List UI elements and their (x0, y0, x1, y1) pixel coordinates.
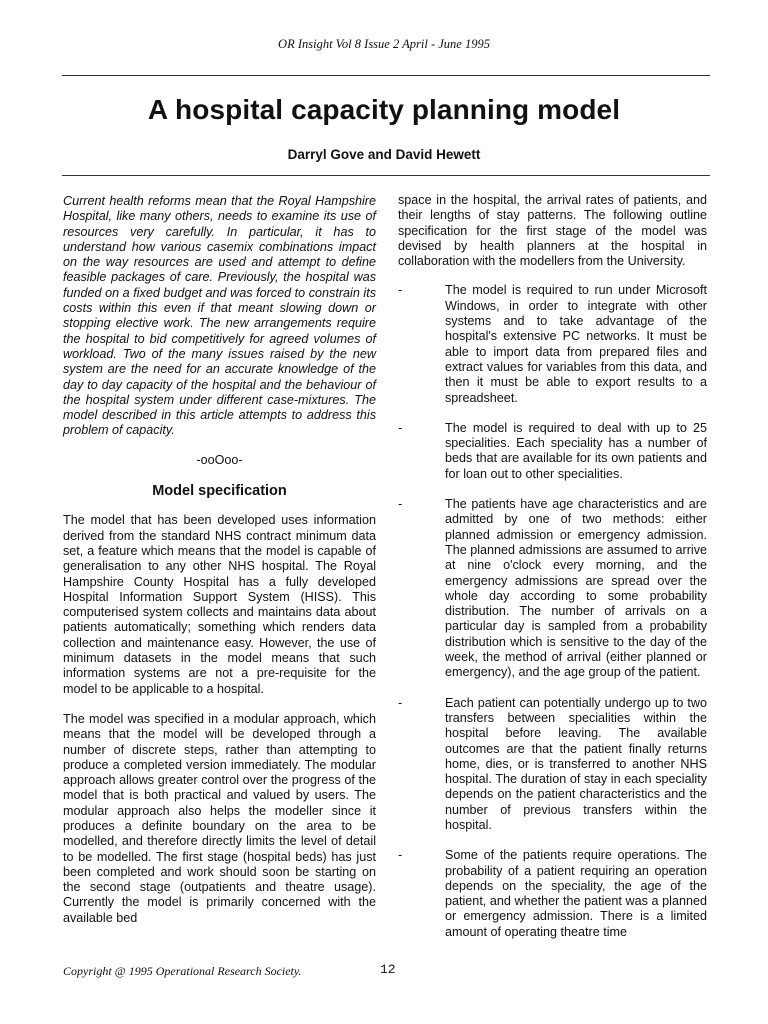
copyright-notice: Copyright @ 1995 Operational Research Society. (63, 964, 302, 978)
abstract: Current health reforms mean that the Royal Hampshire Hospital, like many others, needs to examine its use of resources very carefully. In particular, it has to understand how various casemix combinations impact on the way resources are used and attempt to define feasible packages of care. Previously, the hospital was funded on a fixed budget and was forced to constrain its costs within this even if that meant slowing down or stopping elective work. The new arrangements require the hospital to bid competitively for agreed volumes of workload. Two of the many issues raised by the new system are the need for an accurate knowledge of the day to day capacity of the hospital and the behaviour of the hospital system under different case-mixtures. The model described in this article attempts to address this problem of capacity. (63, 194, 376, 438)
bottom-rule (62, 175, 710, 176)
bullet-marker: - (398, 420, 403, 435)
journal-header: OR Insight Vol 8 Issue 2 April - June 1995 (278, 37, 490, 51)
authors: Darryl Gove and David Hewett (287, 147, 481, 162)
bullet-marker: - (398, 497, 403, 512)
bullet-marker: - (398, 695, 403, 710)
list-item-text: The patients have age characteristics and are admitted by one of two methods: either planned admission or emergency admission. The planned admissions are assumed to arrive at nine o'clock every morning, and the emergency admissions are spread over the whole day according to some probability distribution. The number of arrivals on a particular day is sampled from a probability distribution which is sensitive to the day of the week, the method of arrival (either planned or emergency), and the age group of the patient. (445, 497, 707, 680)
left-column (63, 194, 376, 926)
body-paragraph-1: The model that has been developed uses information derived from the standard NHS contract minimum data set, a feature which means that the model is capable of generalisation to any other NHS hospital. The Royal Hampshire County Hospital has a fully developed Hospital Information Support System (HISS). This computerised system collects and maintains data about patients automatically; something which renders data collection and maintenance easy. However, the use of minimum datasets in the model means that such information systems are not a pre-requisite for the model to be applicable to a hospital. (63, 513, 376, 696)
list-item-text: Each patient can potentially undergo up to two transfers between specialities within the hospital before leaving. The available outcomes are that the patient finally returns home, dies, or is transferred to another NHS hospital. The duration of stay in each speciality depends on the patient characteristics and the number of previous transfers within the hospital. (445, 695, 707, 832)
list-item (398, 848, 707, 940)
list-item (398, 696, 707, 834)
right-intro-paragraph: space in the hospital, the arrival rates of patients, and their lengths of stay patterns. The following outline specification for the first stage of the model was devised by health planners at the hospital in collaboration with the modellers from the University. (398, 193, 707, 269)
list-item (398, 421, 707, 482)
list-item-text: The model is required to run under Microsoft Windows, in order to integrate with other systems and to take advantage of the hospital's extensive PC networks. It must be able to import data from prepared files and extract values for variables from this data, and then it must be able to export results to a spreadsheet. (445, 283, 707, 405)
section-separator: -ooOoo- (196, 452, 243, 467)
list-item (398, 283, 707, 405)
bullet-marker: - (398, 283, 403, 298)
list-item-text: The model is required to deal with up to 25 specialities. Each speciality has a number of beds that are available for its own patients and for loan out to other specialities. (445, 420, 707, 481)
right-column (398, 193, 707, 955)
list-item-text: Some of the patients require operations. The probability of a patient requiring an operation depends on the speciality, the age of the patient, and whether the patient was a planned or emergency admission. There is a limited amount of operating theatre time (445, 848, 707, 939)
article-title: A hospital capacity planning model (147, 94, 621, 125)
specification-list (398, 283, 707, 940)
bullet-marker: - (398, 848, 403, 863)
top-rule (62, 75, 710, 76)
section-heading: Model specification (152, 483, 287, 500)
body-paragraph-2: The model was specified in a modular approach, which means that the model will be developed through a number of discrete steps, rather than attempting to produce a completed version immediately. The modular approach allows greater control over the progress of the model that is both practical and valued by users. The modular approach also helps the modeller since it produces a definite boundary on the area to be modelled, and therefore directly limits the level of detail to be modelled. The first stage (hospital beds) has just been completed and work should soon be starting on the second stage (outpatients and theatre usage). Currently the model is primarily concerned with the available bed (63, 711, 376, 925)
page-number: 12 (380, 962, 396, 977)
list-item (398, 497, 707, 681)
